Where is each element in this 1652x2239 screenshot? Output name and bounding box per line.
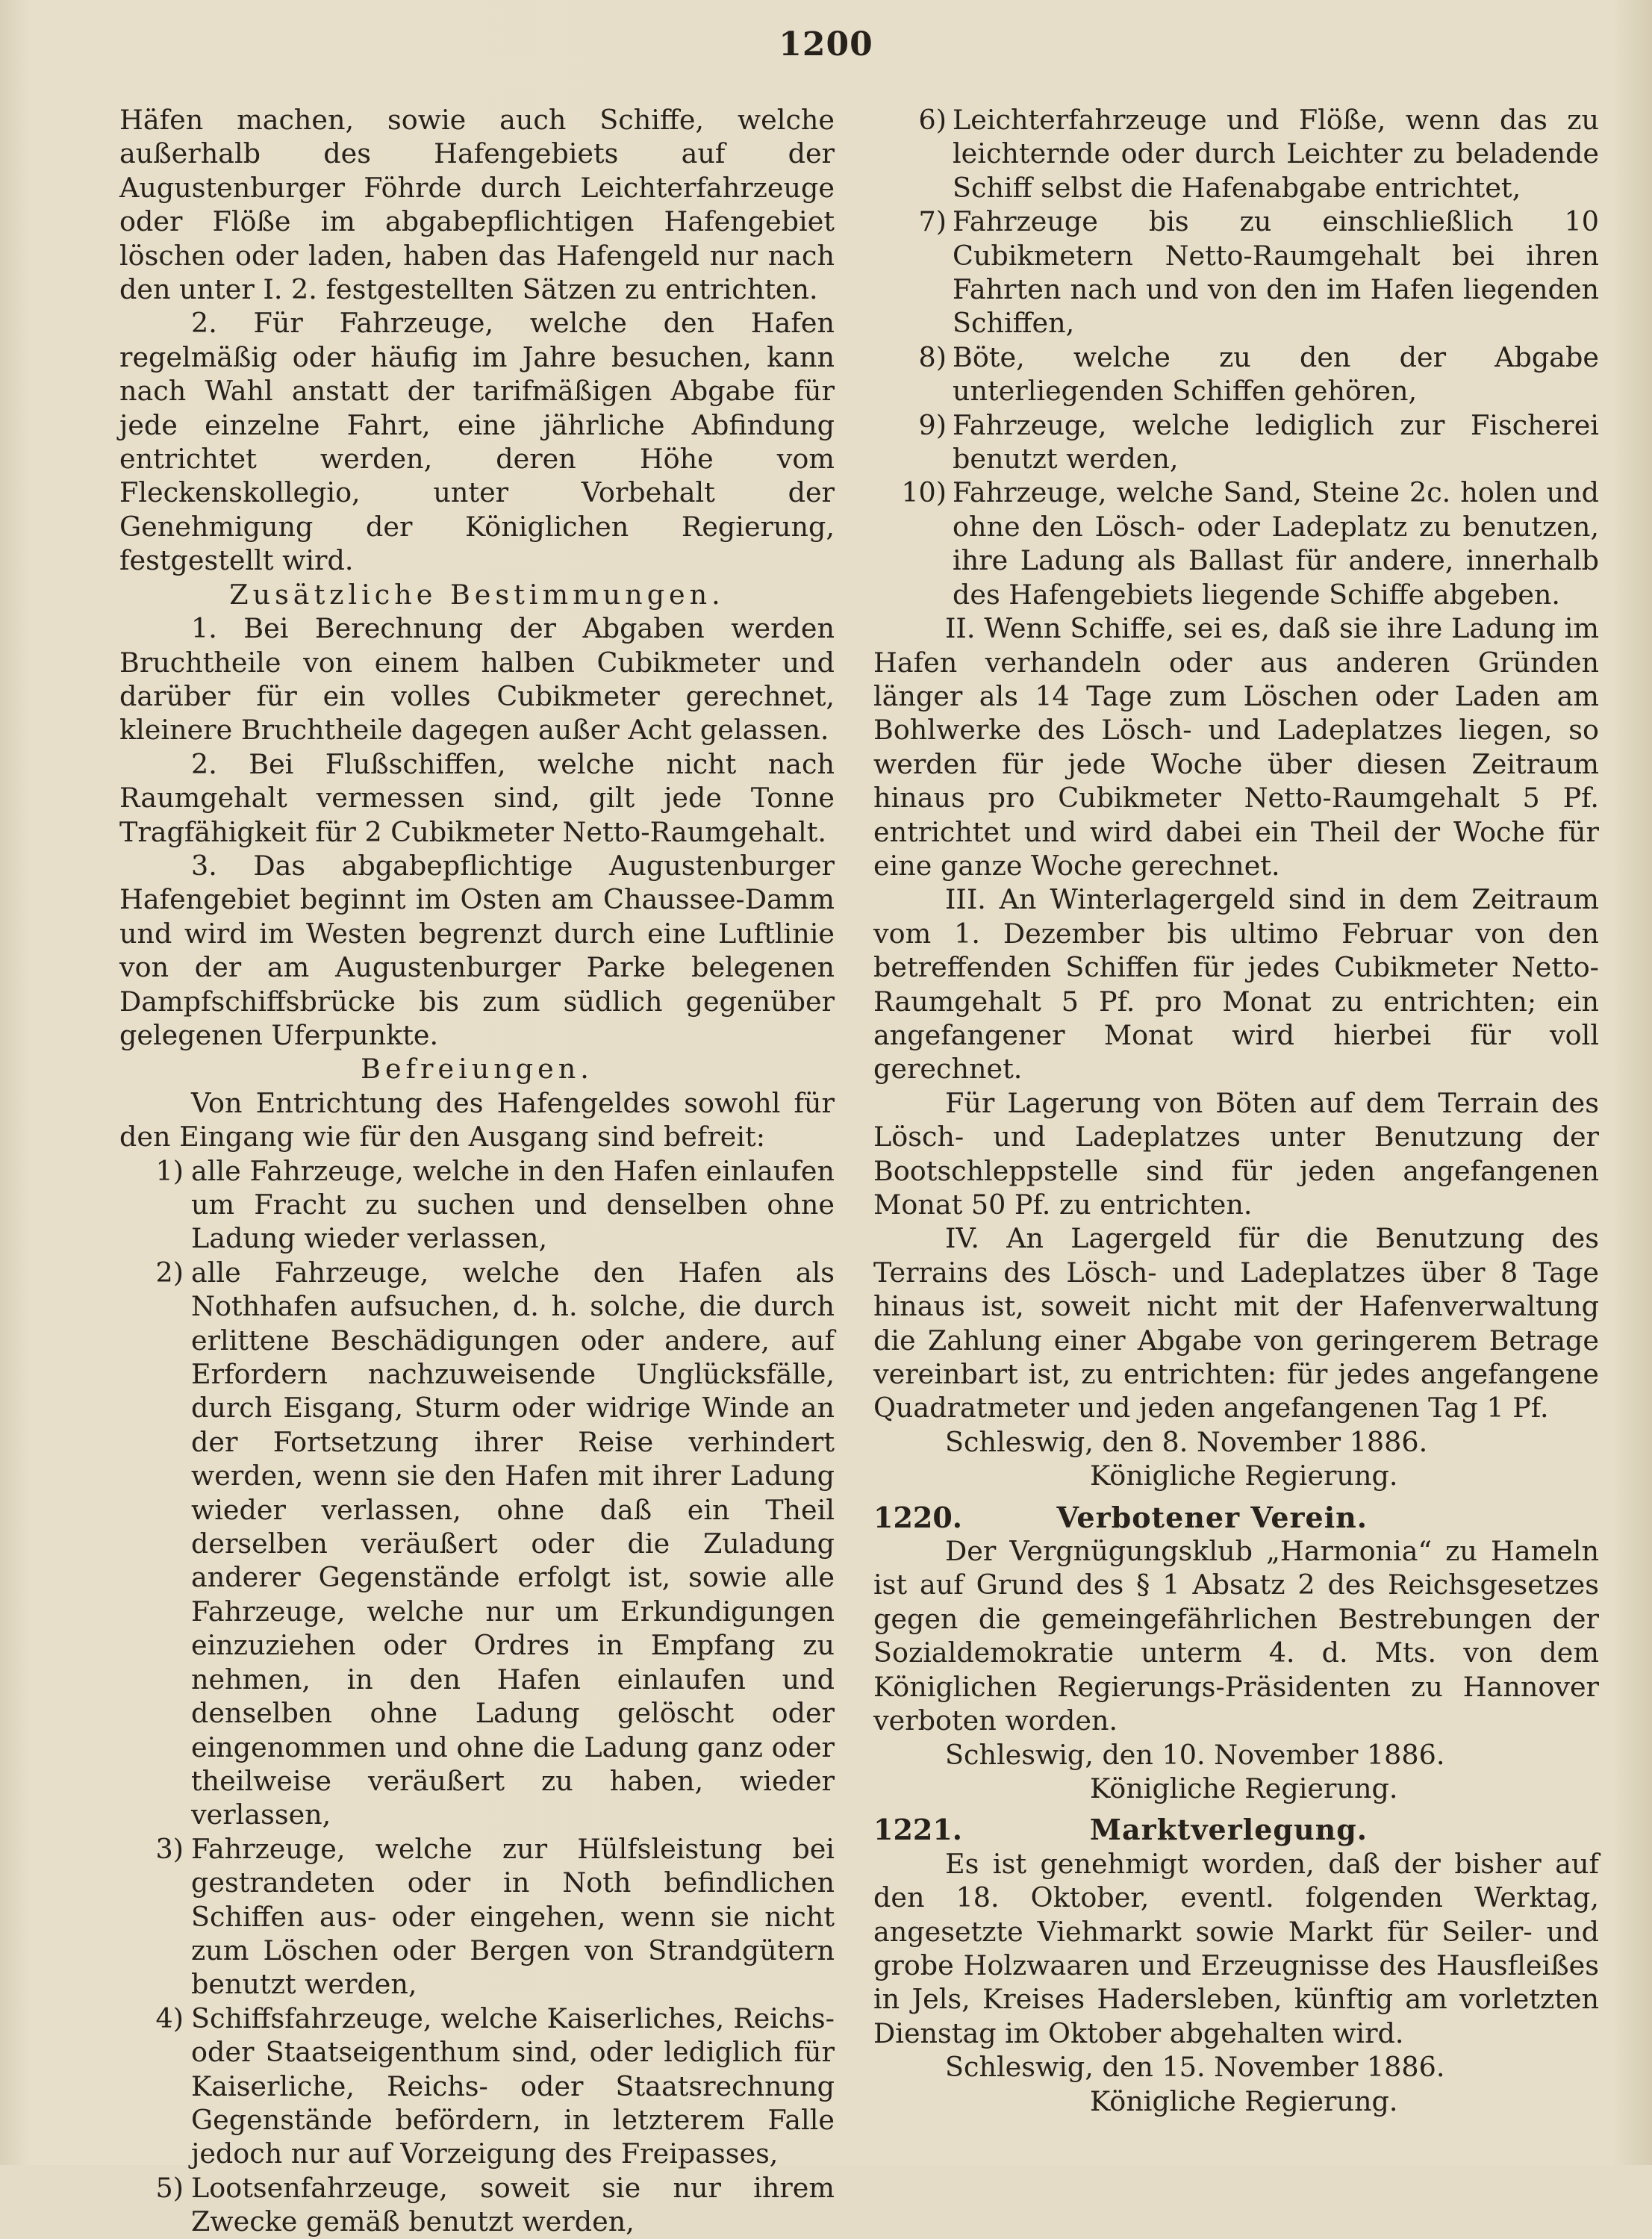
heading-zusaetzliche-bestimmungen: Zusätzliche Bestimmungen. bbox=[229, 578, 725, 611]
intro-paragraph: Häfen machen, sowie auch Schiffe, welche außerhalb des Hafengebiets auf der Augustenburger Föhrde durch Leichterfahrzeuge oder Flöße im abgabepflichtigen Hafengebiet löschen oder laden, haben das Hafengeld nur nach den unter I. 2. festgestellten Sätzen zu entrichten. bbox=[119, 104, 835, 306]
list-item bbox=[119, 2171, 835, 2239]
list-item bbox=[873, 205, 1599, 340]
signature-authority: Königliche Regierung. bbox=[1090, 2084, 1398, 2117]
list-item-number: 6) bbox=[918, 104, 947, 136]
list-item-text: Fahrzeuge, welche zur Hülfsleistung bei gestrandeten oder in Noth befindlichen Schiffen aus- oder eingehen, wenn sie nicht zum Löschen oder Bergen von Strandgütern benutzt werden, bbox=[191, 1832, 835, 2001]
signature-place-date: Schleswig, den 10. November 1886. bbox=[945, 1738, 1445, 1771]
list-item-text: Lootsenfahrzeuge, soweit sie nur ihrem Zwecke gemäß benutzt werden, bbox=[191, 2171, 835, 2238]
signature-place-date: Schleswig, den 15. November 1886. bbox=[945, 2051, 1445, 2084]
zusatz-1: 1. Bei Berechnung der Abgaben werden Bruchtheile von einem halben Cubikmeter und darüber für ein volles Cubikmeter gerechnet, kleinere Bruchtheile dagegen außer Acht gelassen. bbox=[119, 612, 835, 747]
list-item-text: alle Fahrzeuge, welche den Hafen als Nothhafen aufsuchen, d. h. solche, die durch erlittene Beschädigungen oder andere, auf Erfordern nachzuweisende Unglücksfälle, durch Eisgang, Sturm oder widrige Winde an der Fortsetzung ihrer Reise verhindert werden, wenn sie den Hafen mit ihrer Ladung wieder verlassen, ohne daß ein Theil derselben veräußert oder die Zuladung anderer Gegenstände erfolgt ist, sowie alle Fahrzeuge, welche nur um Erkundigungen einzuziehen oder Ordres in Empfang zu nehmen, in den Hafen einlaufen und denselben ohne Ladung gelöscht oder eingenommen und ohne die Ladung ganz oder theilweise veräußert zu haben, wieder verlassen, bbox=[191, 1256, 835, 1831]
paragraph-2: 2. Für Fahrzeuge, welche den Hafen regelmäßig oder häufig im Jahre besuchen, kann nach Wahl anstatt der tarifmäßigen Abgabe für jede einzelne Fahrt, eine jährliche Abfindung entrichtet werden, deren Höhe vom Fleckenskollegio, unter Vorbehalt der Genehmigung der Königlichen Regierung, festgestellt wird. bbox=[119, 307, 835, 577]
list-item-number: 4) bbox=[155, 2002, 184, 2034]
list-item-text: Leichterfahrzeuge und Flöße, wenn das zu leichternde oder durch Leichter zu beladende Schiff selbst die Hafenabgabe entrichtet, bbox=[953, 104, 1599, 204]
befreiungen-intro: Von Entrichtung des Hafengeldes sowohl für den Eingang wie für den Ausgang sind befreit: bbox=[119, 1086, 835, 1153]
notice-1221-text: Es ist genehmigt worden, daß der bisher auf den 18. Oktober, eventl. folgenden Werktag, angesetzte Viehmarkt sowie Markt für Seiler- und grobe Holzwaaren und Erzeugnisse des Hausfleißes in Jels, Kreises Hadersleben, künftig am vorletzten Dienstag im Oktober abgehalten wird. bbox=[873, 1847, 1599, 2049]
list-item-number: 7) bbox=[918, 205, 947, 238]
list-item-number: 10) bbox=[901, 476, 947, 509]
list-item bbox=[119, 1154, 835, 1256]
zusatz-3: 3. Das abgabepflichtige Augustenburger Hafengebiet beginnt im Osten am Chaussee-Damm und wird im Westen begrenzt durch eine Luftlinie von der am Augustenburger Parke belegenen Dampfschiffsbrücke bis zum südlich gegenüber gelegenen Uferpunkte. bbox=[119, 849, 835, 1051]
list-item bbox=[873, 103, 1599, 205]
section-iii-boats: Für Lagerung von Böten auf dem Terrain des Lösch- und Ladeplatzes unter Benutzung der Bootschleppstelle sind für jeden angefangenen Monat 50 Pf. zu entrichten. bbox=[873, 1086, 1599, 1221]
page-number: 1200 bbox=[779, 25, 873, 63]
list-item-number: 2) bbox=[155, 1256, 184, 1289]
notice-title: Marktverlegung. bbox=[1089, 1813, 1368, 1847]
list-item-number: 3) bbox=[155, 1832, 184, 1865]
section-iii: III. An Winterlagergeld sind in dem Zeitraum vom 1. Dezember bis ultimo Februar von den betreffenden Schiffen für jedes Cubikmeter Netto-Raumgehalt 5 Pf. pro Monat zu entrichten; ein angefangener Monat wird hierbei für voll gerechnet. bbox=[873, 883, 1599, 1086]
right-column bbox=[873, 103, 1599, 2118]
notice-1220-text: Der Vergnügungsklub „Harmonia“ zu Hameln ist auf Grund des § 1 Absatz 2 des Reichsgesetzes gegen die gemeingefährlichen Bestrebungen der Sozialdemokratie unterm 4. d. Mts. von dem Königlichen Regierungs-Präsidenten zu Hannover verboten worden. bbox=[873, 1535, 1599, 1737]
section-ii: II. Wenn Schiffe, sei es, daß sie ihre Ladung im Hafen verhandeln oder aus anderen Gründen länger als 14 Tage zum Löschen oder Laden am Bohlwerke des Lösch- und Ladeplatzes liegen, so werden für jede Woche über diesen Zeitraum hinaus pro Cubikmeter Netto-Raumgehalt 5 Pf. entrichtet und wird dabei ein Theil der Woche für eine ganze Woche gerechnet. bbox=[873, 612, 1599, 882]
zusatz-2: 2. Bei Flußschiffen, welche nicht nach Raumgehalt vermessen sind, gilt jede Tonne Tragfähigkeit für 2 Cubikmeter Netto-Raumgehalt. bbox=[119, 747, 835, 848]
notice-title: Verbotener Verein. bbox=[1056, 1500, 1368, 1534]
list-item bbox=[119, 1256, 835, 1832]
list-item-text: alle Fahrzeuge, welche in den Hafen einlaufen um Fracht zu suchen und denselben ohne Ladung wieder verlassen, bbox=[191, 1154, 835, 1255]
list-item-text: Fahrzeuge, welche lediglich zur Fischerei benutzt werden, bbox=[953, 408, 1599, 476]
list-item-number: 8) bbox=[918, 340, 947, 373]
signature-place-date: Schleswig, den 8. November 1886. bbox=[945, 1425, 1428, 1458]
signature-authority: Königliche Regierung. bbox=[1090, 1772, 1398, 1804]
list-item bbox=[873, 476, 1599, 611]
list-item-text: Schiffsfahrzeuge, welche Kaiserliches, Reichs- oder Staatseigenthum sind, oder lediglich für Kaiserliche, Reichs- oder Staatsrechnung Gegenstände befördern, in letzterem Falle jedoch nur auf Vorzeigung des Freipasses, bbox=[191, 2002, 835, 2170]
list-item-number: 9) bbox=[918, 408, 947, 441]
section-iv: IV. An Lagergeld für die Benutzung des Terrains des Lösch- und Ladeplatzes über 8 Tage hinaus ist, soweit nicht mit der Hafenverwaltung die Zahlung einer Abgabe von geringerem Betrage vereinbart ist, zu entrichten: für jedes angefangene Quadratmeter und jeden angefangenen Tag 1 Pf. bbox=[873, 1222, 1599, 1424]
list-item-text: Böte, welche zu den der Abgabe unterliegenden Schiffen gehören, bbox=[953, 340, 1599, 408]
list-item-text: Fahrzeuge bis zu einschließlich 10 Cubikmetern Netto-Raumgehalt bei ihren Fahrten nach und von den im Hafen liegenden Schiffen, bbox=[953, 205, 1599, 340]
heading-befreiungen: Befreiungen. bbox=[361, 1053, 593, 1086]
list-item bbox=[873, 408, 1599, 476]
list-item bbox=[119, 1832, 835, 2002]
notice-number: 1221. bbox=[873, 1813, 962, 1847]
notice-number: 1220. bbox=[873, 1500, 962, 1534]
list-item bbox=[873, 340, 1599, 408]
notice-1221-heading bbox=[873, 1813, 1599, 1846]
signature-authority: Königliche Regierung. bbox=[1090, 1460, 1398, 1492]
list-item bbox=[119, 2002, 835, 2171]
list-item-number: 1) bbox=[155, 1154, 184, 1187]
notice-1220-heading bbox=[873, 1501, 1599, 1534]
left-column bbox=[119, 103, 835, 2239]
list-item-number: 5) bbox=[155, 2171, 184, 2204]
list-item-text: Fahrzeuge, welche Sand, Steine 2c. holen und ohne den Lösch- oder Ladeplatz zu benutzen, ihre Ladung als Ballast für andere, innerhalb des Hafengebiets liegende Schiffe abgeben. bbox=[953, 476, 1599, 611]
